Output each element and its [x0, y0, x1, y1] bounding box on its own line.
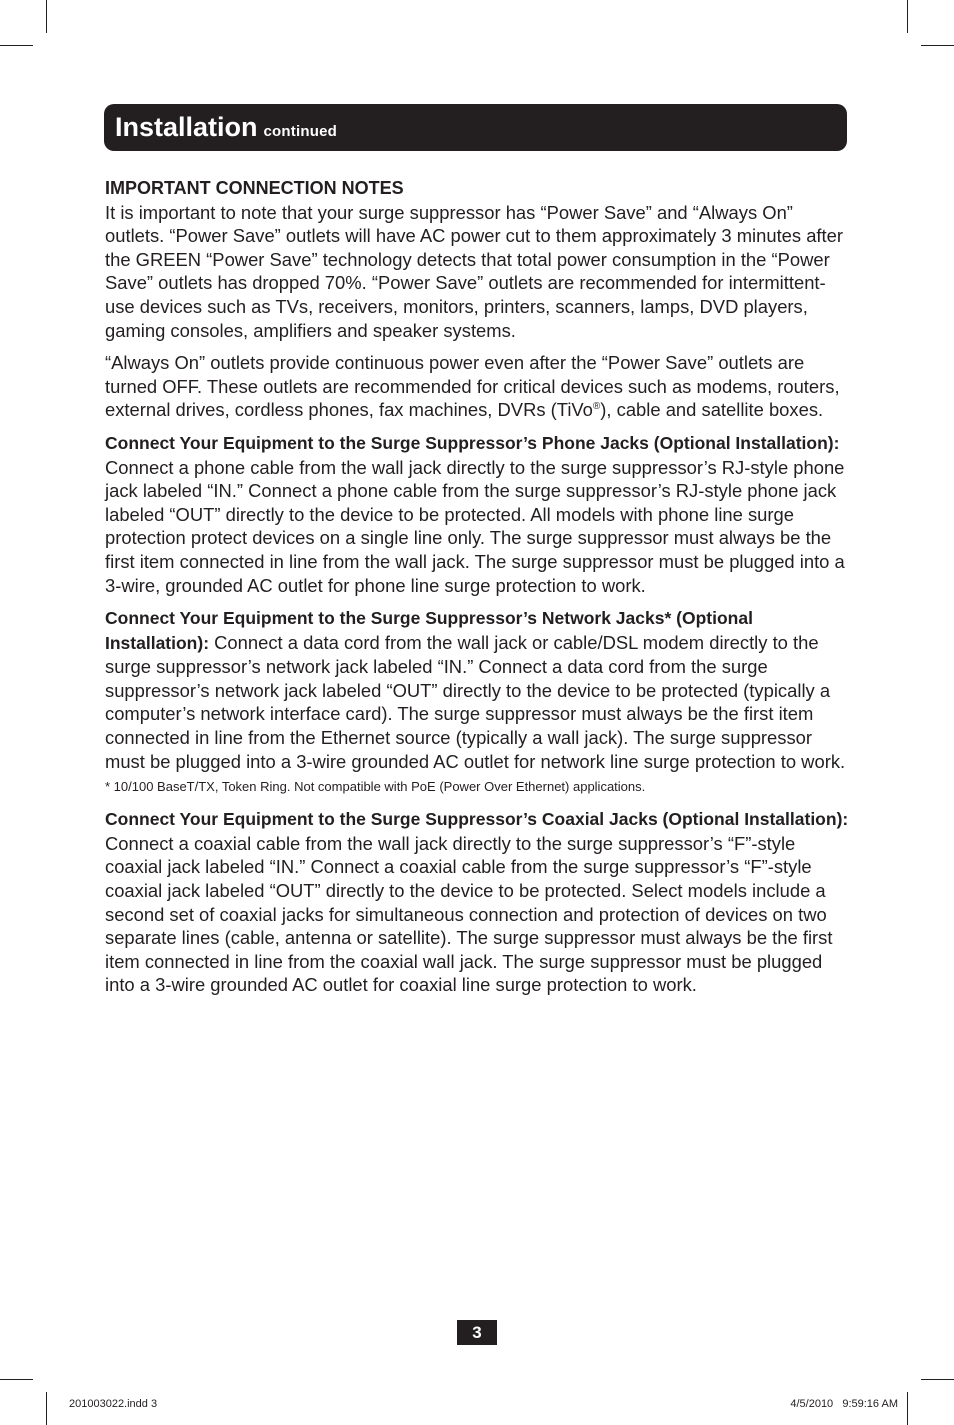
network-jacks-body: Connect a data cord from the wall jack or cable/DSL modem directly to the surge suppressor’s network jack labeled “IN.” Connect a data cord from the surge suppressor’s network jack labeled “OUT” directly to the device to be protected (typically a computer’s network interface card). The surge suppressor must always be the first item connected in line from the Ethernet source (typically a wall jack). The surge suppressor must be plugged into a 3-wire grounded AC outlet for network line surge protection to work.: [105, 631, 846, 772]
phone-jacks-body: Connect a phone cable from the wall jack directly to the surge suppressor’s RJ-style phone jack labeled “IN.” Connect a phone cable from the surge suppressor’s RJ-style phone jack labeled “OUT” directly to the device to be protected. All models with phone line surge protection protect devices on a single line only. The surge suppressor must always be the first item connected in line from the wall jack. The surge suppressor must be plugged into a 3-wire, grounded AC outlet for phone line surge protection to work.: [105, 456, 845, 596]
section-title-text: Installation: [115, 112, 258, 142]
phone-jacks-lead: Connect Your Equipment to the Surge Suppressor’s Phone Jacks (Optional Installation):: [105, 432, 840, 453]
connection-notes-heading: IMPORTANT CONNECTION NOTES: [105, 178, 404, 198]
crop-mark-top-right-vertical: [907, 0, 908, 33]
always-on-paragraph: [105, 351, 850, 422]
section-title: [115, 112, 337, 147]
crop-mark-top-right-horizontal: [921, 45, 954, 46]
network-jacks-paragraph: [105, 606, 850, 773]
crop-mark-top-left-vertical: [46, 0, 47, 33]
crop-mark-bottom-right-vertical: [907, 1392, 908, 1425]
crop-mark-bottom-left-vertical: [46, 1392, 47, 1425]
network-jacks-lead: Connect Your Equipment to the Surge Suppressor’s Network Jacks* (Optional Installation):: [105, 608, 753, 653]
phone-jacks-paragraph: [105, 431, 850, 597]
crop-mark-bottom-left-horizontal: [0, 1379, 33, 1380]
footer-file-name: 201003022.indd 3: [69, 1398, 158, 1410]
section-subtitle: continued: [263, 123, 337, 140]
always-on-text-end: ), cable and satellite boxes.: [600, 399, 824, 421]
always-on-text: “Always On” outlets provide continuous power even after the “Power Save” outlets are turned OFF. These outlets are recommended for critical devices such as modems, routers, external drives, cordless phones, fax machines, DVRs (TiVo: [105, 352, 840, 421]
coaxial-jacks-lead: Connect Your Equipment to the Surge Suppressor’s Coaxial Jacks (Optional Installation):: [105, 809, 849, 830]
coaxial-jacks-paragraph: [105, 807, 850, 997]
crop-mark-bottom-right-horizontal: [921, 1379, 954, 1380]
crop-mark-top-left-horizontal: [0, 45, 33, 46]
power-save-paragraph: It is important to note that your surge suppressor has “Power Save” and “Always On” outlets. “Power Save” outlets will have AC power cut to them approximately 3 minutes after the GREEN “Power Save” technology detects that total power consumption in the “Power Save” outlets has dropped 70%. “Power Save” outlets are recommended for intermittent-use devices such as TVs, receivers, monitors, printers, scanners, lamps, DVD players, gaming consoles, amplifiers and speaker systems.: [105, 201, 844, 341]
registered-mark: ®: [592, 401, 601, 413]
coaxial-jacks-body: Connect a coaxial cable from the wall jack directly to the surge suppressor’s “F”-style coaxial jack labeled “IN.” Connect a coaxial cable from the surge suppressor’s “F”-style coaxial jack labeled “OUT” directly to the device to be protected. Select models include a second set of coaxial jacks for simultaneous connection and protection of devices on two separate lines (cable, antenna or satellite). The surge suppressor must always be the first item connected in line from the coaxial wall jack. The surge suppressor must be plugged into a 3-wire grounded AC outlet for coaxial line surge protection to work.: [105, 832, 833, 996]
page-number-badge: 3: [457, 1320, 497, 1345]
network-footnote: * 10/100 BaseT/TX, Token Ring. Not compatible with PoE (Power Over Ethernet) applications.: [105, 779, 646, 795]
footer-timestamp: 4/5/2010 9:59:16 AM: [790, 1398, 898, 1410]
page-body: [105, 177, 850, 1006]
section-header-bar: [104, 104, 847, 151]
